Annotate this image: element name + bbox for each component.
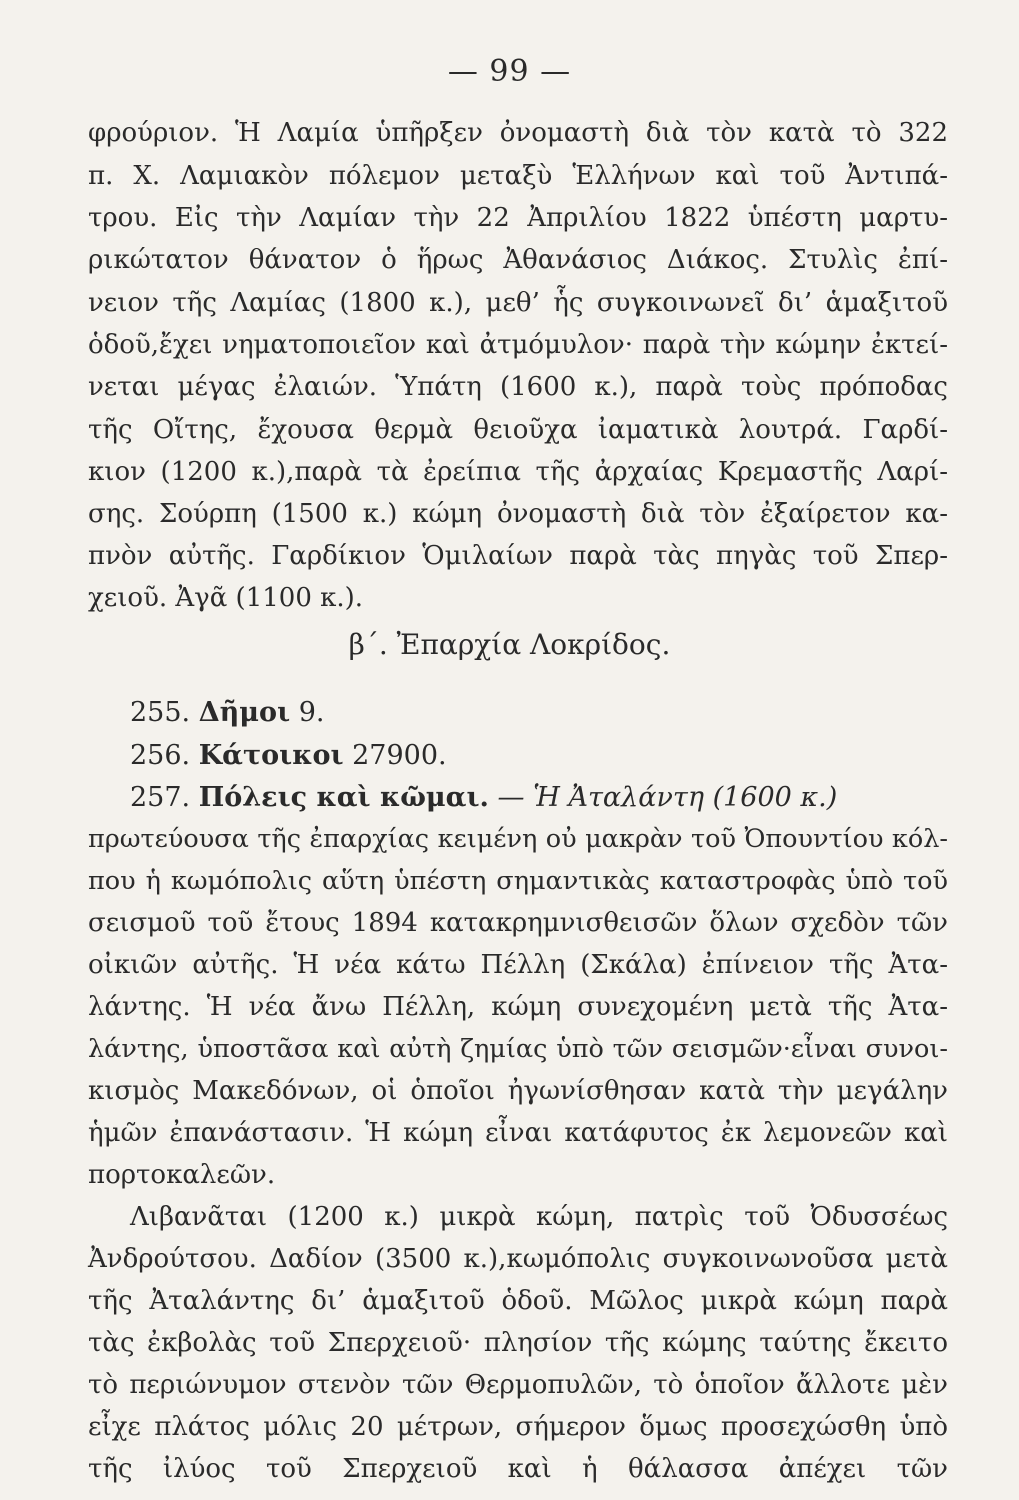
item-text: — Ἡ Ἀταλάντη (1600 κ.) — [497, 782, 838, 813]
text-line: τῆς ἰλύος τοῦ Σπερχειοῦ καὶ ἡ θάλασσα ἀπέχει τῶν — [88, 1454, 948, 1484]
text-line: ὁδοῦ,ἔχει νηματοποιεῖον καὶ ἀτμόμυλον· παρὰ τὴν κώμην ἐκτεί- — [88, 330, 948, 360]
text-line: ἡμῶν ἐπανάστασιν. Ἡ κώμη εἶναι κατάφυτος ἐκ λεμονεῶν καὶ — [88, 1118, 948, 1148]
text-line: χειοῦ. Ἀγᾶ (1100 κ.). — [88, 583, 364, 613]
item-label: Κάτοικοι — [198, 740, 344, 771]
item-number: 256. — [130, 740, 191, 771]
text-line: σεισμοῦ τοῦ ἔτους 1894 κατακρημνισθεισῶν ὅλων σχεδὸν τῶν — [88, 908, 948, 938]
text-line: φρούριον. Ἡ Λαμία ὑπῆρξεν ὀνομαστὴ διὰ τὸν κατὰ τὸ 322 — [88, 118, 948, 148]
item-256 — [130, 740, 447, 771]
text-line: νειον τῆς Λαμίας (1800 κ.), μεθ’ ἧς συγκοινωνεῖ δι’ ἁμαξιτοῦ — [88, 288, 948, 318]
text-line: Λιβανᾶται (1200 κ.) μικρὰ κώμη, πατρὶς τοῦ Ὀδυσσέως — [130, 1202, 948, 1232]
item-number: 257. — [130, 782, 191, 813]
text-line: σης. Σούρπη (1500 κ.) κώμη ὀνομαστὴ διὰ τὸν ἐξαίρετον κα- — [88, 499, 948, 529]
text-line: κισμὸς Μακεδόνων, οἱ ὁποῖοι ἠγωνίσθησαν κατὰ τὴν μεγάλην — [88, 1076, 948, 1106]
item-label: Δῆμοι — [198, 697, 291, 728]
text-line: τὸ περιώνυμον στενὸν τῶν Θερμοπυλῶν, τὸ ὁποῖον ἄλλοτε μὲν — [88, 1370, 948, 1400]
item-value: 9. — [298, 697, 325, 728]
text-line: νεται μέγας ἐλαιών. Ὑπάτη (1600 κ.), παρὰ τοὺς πρόποδας — [88, 372, 948, 402]
page-number: — 99 — — [447, 54, 572, 89]
text-line: εἶχε πλάτος μόλις 20 μέτρων, σήμερον ὅμως προσεχώσθη ὑπὸ — [88, 1412, 948, 1442]
item-255 — [130, 697, 325, 728]
text-line: οἰκιῶν αὐτῆς. Ἡ νέα κάτω Πέλλη (Σκάλα) ἐπίνειον τῆς Ἀτα- — [88, 950, 948, 980]
item-number: 255. — [130, 697, 191, 728]
text-line: τρου. Εἰς τὴν Λαμίαν τὴν 22 Ἀπριλίου 1822 ὑπέστη μαρτυ- — [88, 203, 948, 233]
text-line: τῆς Ἀταλάντης δι’ ἁμαξιτοῦ ὁδοῦ. Μῶλος μικρὰ κώμη παρὰ — [88, 1286, 948, 1316]
text-line: τὰς ἐκβολὰς τοῦ Σπερχειοῦ· πλησίον τῆς κώμης ταύτης ἔκειτο — [88, 1328, 948, 1358]
text-line: π. Χ. Λαμιακὸν πόλεμον μεταξὺ Ἑλλήνων καὶ τοῦ Ἀντιπά- — [88, 161, 948, 191]
text-line: λάντης, ὑποστᾶσα καὶ αὐτὴ ζημίας ὑπὸ τῶν σεισμῶν·εἶναι συνοι- — [88, 1034, 948, 1064]
text-line: λάντης. Ἡ νέα ἄνω Πέλλη, κώμη συνεχομένη μετὰ τῆς Ἀτα- — [88, 992, 948, 1022]
text-line: Ἀνδρούτσου. Δαδίον (3500 κ.),κωμόπολις συγκοινωνοῦσα μετὰ — [88, 1244, 948, 1274]
text-line: τῆς Οἴτης, ἔχουσα θερμὰ θειοῦχα ἰαματικὰ λουτρά. Γαρδί- — [88, 415, 948, 445]
text-line: πρωτεύουσα τῆς ἐπαρχίας κειμένη οὐ μακρὰν τοῦ Ὀπουντίου κόλ- — [88, 824, 948, 854]
text-line: πνὸν αὐτῆς. Γαρδίκιον Ὁμιλαίων παρὰ τὰς πηγὰς τοῦ Σπερ- — [88, 541, 948, 571]
text-line: κιον (1200 κ.),παρὰ τὰ ἐρείπια τῆς ἀρχαίας Κρεμαστῆς Λαρί- — [88, 457, 948, 487]
text-line: που ἡ κωμόπολις αὕτη ὑπέστη σημαντικὰς καταστροφὰς ὑπὸ τοῦ — [88, 866, 948, 896]
item-value: 27900. — [352, 740, 447, 771]
item-label: Πόλεις καὶ κῶμαι. — [198, 782, 489, 813]
item-257 — [130, 782, 837, 813]
section-heading: β΄. Ἐπαρχία Λοκρίδος. — [348, 628, 671, 661]
text-line: ρικώτατον θάνατον ὁ ἥρως Ἀθανάσιος Διάκος. Στυλὶς ἐπί- — [88, 245, 948, 275]
text-line: πορτοκαλεῶν. — [88, 1160, 276, 1190]
